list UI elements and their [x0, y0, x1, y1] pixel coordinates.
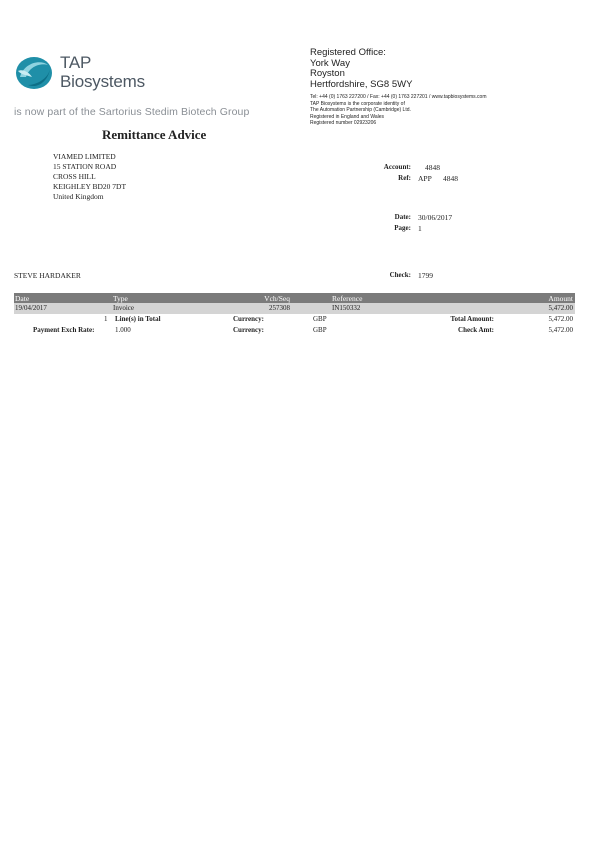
reg-small-2: TAP Biosystems is the corporate identity of [310, 100, 405, 107]
header-reference: Reference [332, 294, 363, 303]
reg-small-5: Registered number 02923206 [310, 120, 377, 127]
table-header-row [14, 293, 575, 303]
currency-value: GBP [313, 315, 327, 323]
logo-line-2: Biosystems [60, 72, 145, 91]
check-value: 1799 [418, 271, 433, 280]
table-row [14, 303, 575, 314]
registered-office [310, 48, 412, 90]
row-date: 19/04/2017 [15, 304, 47, 312]
header-type: Type [113, 294, 128, 303]
lines-label: Line(s) in Total [115, 315, 161, 323]
account-label: Account: [383, 163, 411, 171]
reg-heading: Registered Office: [310, 47, 386, 58]
address-line: KEIGHLEY BD20 7DT [53, 182, 127, 191]
check-amt-label: Check Amt: [458, 326, 494, 334]
reg-small-1: Tel: +44 (0) 1763 227200 / Fax: +44 (0) 1763 227201 / www.tapbiosystems.com [310, 94, 487, 100]
contact-name: STEVE HARDAKER [14, 271, 81, 280]
total-amount-value: 5,472.00 [548, 315, 573, 323]
date-label: Date: [394, 213, 411, 221]
logo-tagline: is now part of the Sartorius Stedim Biotech Group [14, 106, 250, 118]
reg-line-3: Hertfordshire, SG8 5WY [310, 78, 413, 90]
address-line: VIAMED LIMITED [53, 152, 116, 161]
address-line: United Kingdom [53, 192, 104, 201]
row-vch: 257308 [269, 304, 290, 312]
summary-row-check [14, 325, 575, 336]
header-date: Date [15, 294, 30, 303]
currency-value: GBP [313, 326, 327, 334]
ref-value: APP [418, 174, 432, 183]
remittance-table [14, 293, 575, 336]
total-amount-label: Total Amount: [450, 315, 494, 323]
check-label: Check: [389, 271, 411, 279]
address-line: 15 STATION ROAD [53, 162, 117, 171]
row-amount: 5,472.00 [548, 304, 573, 312]
check-amt-value: 5,472.00 [548, 326, 573, 334]
date-value: 30/06/2017 [418, 213, 453, 222]
row-reference: IN150332 [332, 304, 361, 312]
currency-label: Currency: [233, 315, 264, 323]
registered-office-details [310, 94, 487, 127]
exch-rate-label: Payment Exch Rate: [33, 326, 95, 334]
document-title: Remittance Advice [102, 127, 207, 142]
header-vch: Vch/Seq [264, 294, 290, 303]
ref-label: Ref: [398, 174, 411, 182]
account-value: 4848 [425, 163, 440, 172]
reg-line-1: York Way [310, 57, 350, 69]
reg-small-4: Registered in England and Wales [310, 113, 385, 120]
logo-line-1: TAP [60, 53, 92, 72]
logo-wordmark [60, 53, 145, 91]
tap-logo-icon [14, 55, 54, 91]
currency-label: Currency: [233, 326, 264, 334]
page-value: 1 [418, 224, 422, 233]
summary-row-total [14, 314, 575, 325]
exch-rate-value: 1.000 [115, 326, 131, 334]
reg-small-3: The Automation Partnership (Cambridge) Ltd. [310, 107, 411, 114]
recipient-address [53, 152, 126, 202]
lines-count: 1 [104, 315, 108, 323]
address-line: CROSS HILL [53, 172, 96, 181]
reg-line-2: Royston [310, 68, 345, 79]
page-label: Page: [394, 224, 411, 232]
ref-value-2: 4848 [443, 174, 458, 183]
row-type: Invoice [113, 304, 134, 312]
header-amount: Amount [548, 294, 573, 303]
